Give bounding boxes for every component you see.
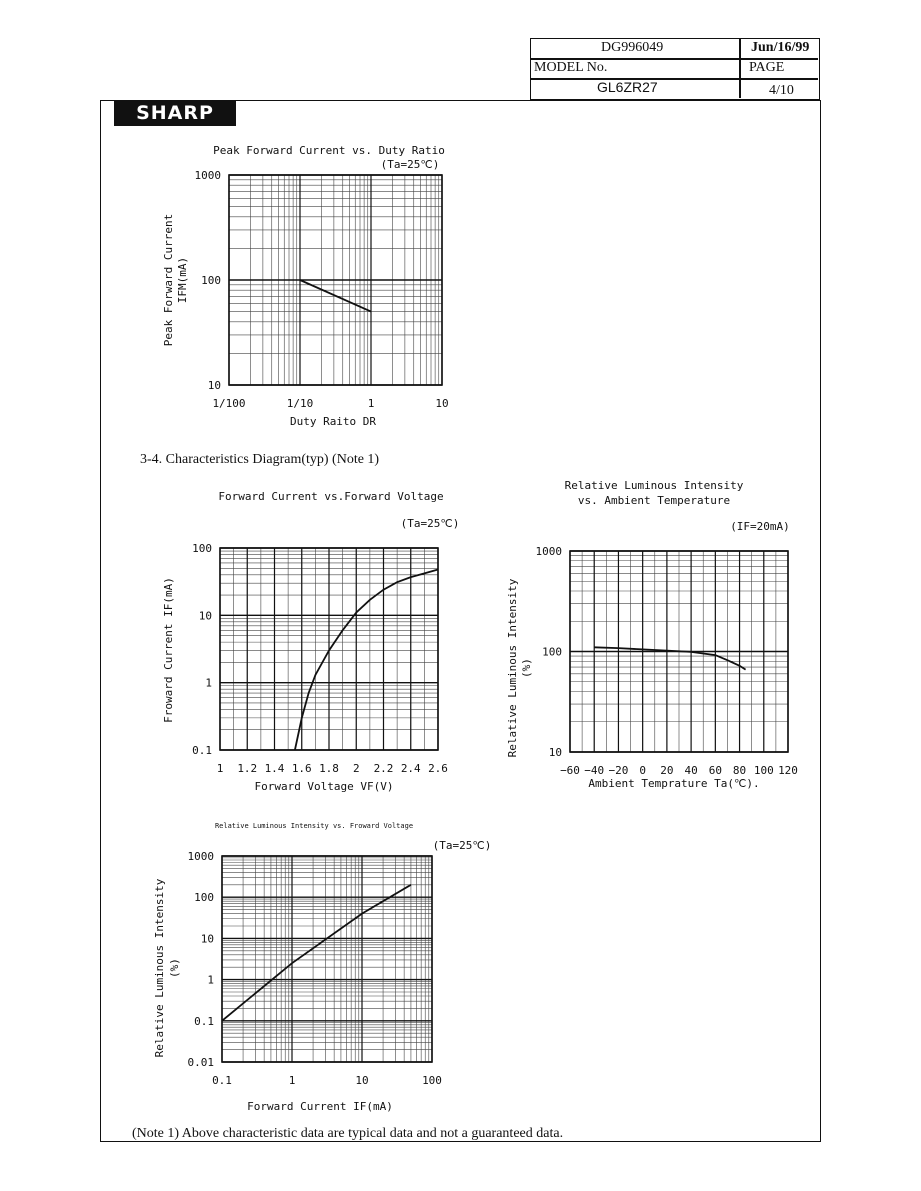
y-axis-label: Relative Luminous Intensity <box>506 578 519 758</box>
x-tick-label: −40 <box>584 764 605 777</box>
x-tick-label: 1 <box>367 397 375 410</box>
x-tick-label: 1/100 <box>212 397 246 410</box>
y-tick-label: 1000 <box>187 850 214 863</box>
x-tick-label: 60 <box>708 764 722 777</box>
y-tick-label: 1 <box>205 676 212 690</box>
y-tick-label: 100 <box>201 274 221 287</box>
x-tick-label: −60 <box>560 764 580 777</box>
x-tick-label: 10 <box>435 397 449 410</box>
x-tick-label: 1.8 <box>319 762 339 775</box>
y-tick-label: 10 <box>200 932 214 946</box>
y-tick-label: 100 <box>542 645 562 659</box>
chart-luminous-vs-current <box>153 822 491 1113</box>
chart-title-line2: vs. Ambient Temperature <box>577 494 731 507</box>
y-tick-label: 0.1 <box>194 1014 214 1028</box>
y-axis-label-unit: (%) <box>168 958 181 978</box>
x-tick-label: 2.4 <box>400 762 421 775</box>
page-number: 4/10 <box>769 83 794 98</box>
y-tick-label: 10 <box>198 609 212 623</box>
chart-condition: (Ta=25℃) <box>432 839 492 852</box>
y-axis-label: Froward Current IF(mA) <box>162 577 175 723</box>
y-axis-label-unit: IFM(mA) <box>176 256 189 304</box>
x-tick-label: −20 <box>608 764 629 777</box>
x-tick-label: 1.2 <box>237 762 258 775</box>
chart-title: Forward Current vs.Forward Voltage <box>218 490 444 503</box>
model-label: MODEL No. <box>534 60 608 75</box>
y-axis-label-unit: (%) <box>520 658 533 678</box>
chart-title: Relative Luminous Intensity vs. Froward Voltage <box>214 822 414 830</box>
doc-date: Jun/16/99 <box>751 40 810 55</box>
y-axis-label: Relative Luminous Intensity <box>153 878 166 1058</box>
plot-frame <box>222 856 432 1062</box>
chart-condition: (Ta=25℃) <box>400 517 460 530</box>
sharp-logo: SHARP <box>114 100 236 126</box>
series-line <box>594 647 745 669</box>
x-tick-label: 1 <box>288 1074 296 1087</box>
x-axis-label: Ambient Temprature Ta(℃). <box>588 777 760 790</box>
doc-number: DG996049 <box>601 40 664 55</box>
x-tick-label: 2.6 <box>428 762 448 775</box>
x-axis-label: Forward Voltage VF(V) <box>254 780 394 793</box>
x-tick-label: 2 <box>352 762 360 775</box>
x-tick-label: 100 <box>753 764 774 777</box>
x-tick-label: 100 <box>422 1074 442 1087</box>
series-line <box>295 570 438 751</box>
x-tick-label: 1.4 <box>264 762 285 775</box>
chart-condition: (Ta=25℃) <box>380 158 440 171</box>
series-line <box>222 885 411 1021</box>
chart-forward-current-vs-voltage <box>162 490 459 793</box>
x-axis-label: Duty Raito DR <box>289 415 377 428</box>
chart-title: Peak Forward Current vs. Duty Ratio <box>213 144 445 157</box>
y-tick-label: 100 <box>192 542 212 555</box>
footnote: (Note 1) Above characteristic data are typical data and not a guaranteed data. <box>132 1126 564 1141</box>
y-tick-label: 1 <box>207 973 214 987</box>
y-tick-label: 100 <box>194 891 214 905</box>
chart-luminous-vs-temperature <box>506 479 798 790</box>
model-number: GL6ZR27 <box>597 79 658 95</box>
x-tick-label: 1 <box>216 762 224 775</box>
chart-condition: (IF=20mA) <box>730 520 790 533</box>
x-tick-label: 1.6 <box>291 762 312 775</box>
x-tick-label: 120 <box>778 764 798 777</box>
chart-title: Relative Luminous Intensity <box>564 479 744 492</box>
page-label: PAGE <box>749 60 785 75</box>
x-axis-label: Forward Current IF(mA) <box>247 1100 393 1113</box>
x-tick-label: 40 <box>684 764 698 777</box>
x-tick-label: 80 <box>732 764 747 777</box>
chart-duty-ratio <box>162 144 449 428</box>
y-axis-label: Peak Forward Current <box>162 213 175 347</box>
x-tick-label: 20 <box>660 764 674 777</box>
y-tick-label: 10 <box>548 746 562 759</box>
section-title: 3-4. Characteristics Diagram(typ) (Note 1) <box>140 452 380 467</box>
x-tick-label: 10 <box>355 1074 369 1087</box>
y-tick-label: 0.01 <box>187 1056 214 1069</box>
x-tick-label: 0 <box>639 764 646 777</box>
y-tick-label: 0.1 <box>192 744 212 757</box>
y-tick-label: 1000 <box>194 169 221 182</box>
y-tick-label: 10 <box>207 379 221 392</box>
x-tick-label: 1/10 <box>286 397 314 410</box>
x-tick-label: 0.1 <box>212 1074 232 1087</box>
x-tick-label: 2.2 <box>373 762 394 775</box>
y-tick-label: 1000 <box>535 545 562 558</box>
